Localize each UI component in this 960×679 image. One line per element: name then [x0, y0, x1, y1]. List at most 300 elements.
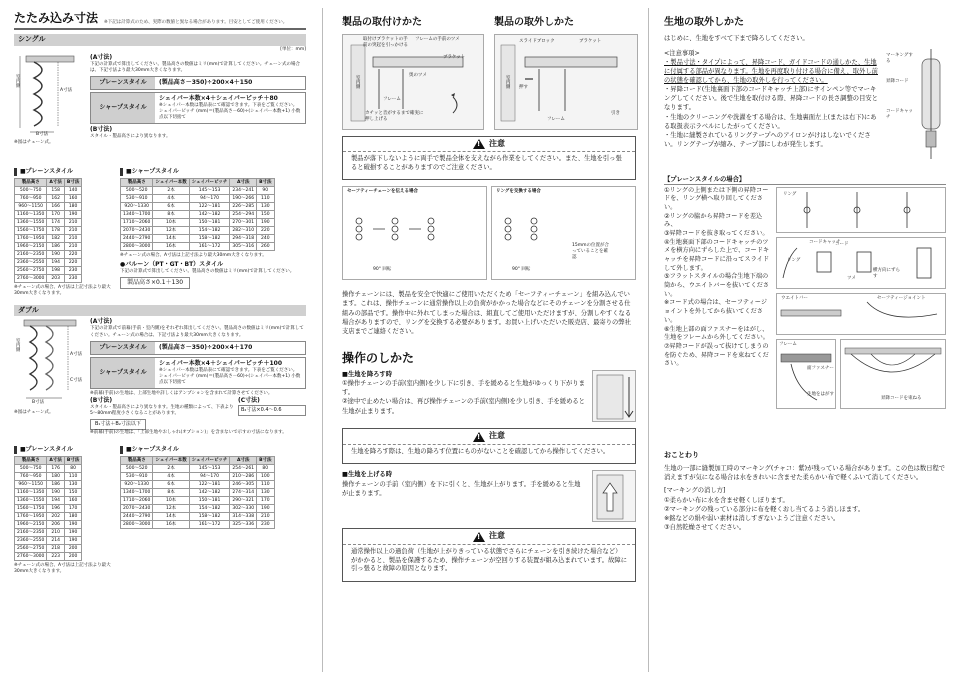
table-cell: 302～330 — [230, 505, 257, 513]
single-plain-table-block — [14, 164, 114, 297]
fig-label: 15mmの位置が合っていることを確認 — [572, 243, 609, 261]
table-cell: 180 — [64, 513, 81, 521]
table-note: ※チェーン式の場合、A寸法は上記寸法より最大30mm大きくなります。 — [14, 563, 111, 575]
table-header-cell: 製品高さ — [15, 457, 47, 465]
table-cell: 90 — [257, 186, 274, 194]
step-item: ⑦昇降コードが誤って抜けてしまうのを防ぐため、昇降コードを束ねてください。 — [664, 342, 769, 368]
table-cell: 100 — [257, 473, 274, 481]
table-header-cell: B寸法 — [64, 178, 81, 186]
fig-label: 奥のツメ — [409, 72, 427, 78]
ring-cord-diagram — [777, 188, 945, 232]
table-cell: 1160～1350 — [15, 489, 47, 497]
fig-label: マーキングする — [886, 52, 913, 64]
operation-title: 操作のしかた — [342, 350, 415, 365]
table-title: ■プレーンスタイル — [14, 168, 114, 176]
fig-label: ブラケット — [579, 38, 602, 44]
table-cell: 2800～3000 — [121, 521, 153, 529]
table-cell: 500～520 — [121, 186, 153, 194]
table-cell: 1760～1950 — [15, 513, 47, 521]
table-cell: 198 — [47, 266, 64, 274]
fig-label: セーフティーチェーンを伝える場合 — [347, 189, 419, 195]
fig-label: 室内側 — [355, 74, 361, 88]
install-title: 製品の取付けかた — [342, 17, 422, 28]
table-cell: 145～153 — [189, 465, 230, 473]
table-row — [15, 234, 82, 242]
table-cell: 210 — [64, 226, 81, 234]
raise-block — [342, 470, 636, 522]
table-cell: 246～305 — [230, 481, 257, 489]
fig-label: リング — [783, 191, 797, 197]
table-cell: 500～750 — [15, 186, 47, 194]
formula-key: プレーンスタイル — [91, 342, 155, 354]
table-cell: 160 — [64, 194, 81, 202]
notes-heading: <注意事項> — [664, 49, 700, 57]
table-header-cell: A寸法 — [47, 457, 64, 465]
table-row — [121, 226, 275, 234]
caution-title: 注意 — [489, 138, 505, 148]
fig-label: コードキャッチ — [809, 239, 841, 245]
table-row — [121, 194, 275, 202]
notes-block — [664, 49, 946, 169]
table-cell: 200 — [64, 545, 81, 553]
a-heading: (A寸法) — [90, 53, 113, 61]
step-item: ⑤フラットスタイルの場合生地下端の筒から、ウエイトバーを抜いてください。 — [664, 273, 770, 298]
table-cell: 14本 — [153, 234, 189, 242]
caution-body: 通常操作以上の過負荷（生地が上がりきっている状態でさらにチェーンを引き続けた場合など）がかかると、製品を保護するため、操作チェーンが空回りする装置が組み込まれています。故障に引っ張ると故障の原因となります。 — [351, 548, 627, 573]
fig-label: フレーム — [547, 116, 565, 122]
table-row — [15, 537, 82, 545]
double-sharp-table — [120, 456, 275, 529]
erase-heading: [マーキングの消し方] — [664, 487, 726, 495]
marking-figure — [886, 49, 946, 169]
fig-label: 押す — [519, 84, 528, 90]
table-cell: 180 — [47, 473, 64, 481]
caution-box — [342, 528, 636, 581]
formula-plain — [90, 76, 306, 90]
table-row — [15, 186, 82, 194]
table-cell: 194 — [47, 258, 64, 266]
step-item: ①リングの上側または下側の昇降コードを、リング横へ取り回してください。 — [664, 186, 769, 212]
table-cell: 180 — [64, 202, 81, 210]
note-item: ・生地のクリーニングや洗濯をする場合は、生地裏面左上(または右下)にある取扱表示ラベルにしたがってください。 — [664, 113, 877, 130]
fig-label: 昇降コードを束ねる — [881, 395, 922, 401]
table-cell: 190 — [64, 529, 81, 537]
table-cell: 4本 — [153, 194, 189, 202]
column-divider — [648, 8, 649, 672]
table-cell: 223 — [47, 553, 64, 561]
formula-plain — [90, 341, 306, 355]
fig-label: スライドブロック — [519, 38, 555, 44]
formula-sub: ※シェイパー本数は製品表にて確認できます。下表をご覧ください。シェイパーピッチ (mm)＝(製品高さ－60)÷(シェイパー本数+1) 小数点以下切捨て — [159, 103, 301, 121]
erase-step: ①柔らかい布に水を含ませ軽くしぼります。 — [664, 496, 789, 504]
care-text: 生地の一部に縫製加工時のマーキング(チャコ：紫)が残っている場合があります。この色は数日程で消えますが気になる場合は水をきれいに含ませた柔らかい布で軽くふいて消してください。 — [664, 465, 946, 482]
table-cell: 530～910 — [121, 473, 153, 481]
unit-label: [単位：mm] — [280, 46, 306, 52]
table-cell: 4本 — [153, 473, 189, 481]
table-cell: 94～170 — [189, 194, 230, 202]
table-cell: 140 — [64, 186, 81, 194]
note-item: ・昇降コード(生地裏面下部のコードキャッチ上部)にサインペン等でマーキングしてください。後で生地を取付ける際、昇降コードの長さ調整の目安となります。 — [664, 86, 878, 112]
safety-chain-figure — [342, 186, 487, 280]
table-cell: 220 — [257, 226, 274, 234]
table-cell: 200 — [64, 553, 81, 561]
table-cell: 1340～1700 — [121, 210, 153, 218]
fig-label: 室内側 — [505, 74, 511, 88]
formula-sharp — [90, 357, 306, 389]
table-cell: 160 — [64, 497, 81, 505]
table-row — [15, 250, 82, 258]
a-note: ※前幕(手前)の生地は、上部生地や詳しくはアンプションを含まれて計算させてください。 — [90, 390, 273, 396]
steps-list — [664, 187, 772, 413]
table-cell: 210 — [47, 529, 64, 537]
table-row — [121, 234, 275, 242]
table-row — [15, 553, 82, 561]
balloon-text: 下記の計算式で算出してください。製品高さの数値はミリ(mm)で計算してください。 — [120, 268, 295, 274]
fig-label: ウエイトバー — [781, 295, 808, 301]
fig-label: 引き — [611, 110, 620, 116]
table-row — [121, 513, 275, 521]
erase-step: ③自然乾燥させてください。 — [664, 523, 746, 531]
table-cell: 182 — [47, 234, 64, 242]
table-cell: 325～336 — [230, 521, 257, 529]
table-cell: 154～182 — [189, 505, 230, 513]
table-cell: 210 — [64, 218, 81, 226]
table-cell: 16本 — [153, 521, 189, 529]
table-cell: 186 — [47, 242, 64, 250]
table-cell: 226～285 — [230, 202, 257, 210]
care-title: おことわり — [664, 450, 699, 459]
fig-label: 昇降コード — [886, 78, 909, 84]
table-cell: 500～520 — [121, 465, 153, 473]
table-row — [121, 218, 275, 226]
double-plain-table — [14, 456, 82, 561]
table-cell: 960～1150 — [15, 202, 47, 210]
balloon-formula: 製品高さ×0.1＋130 — [120, 277, 190, 289]
table-cell: 282～310 — [230, 226, 257, 234]
fig-label: フレーム — [383, 96, 401, 102]
bundle-figure — [840, 339, 946, 409]
fig-label: 室内側 — [15, 338, 21, 352]
double-sharp-table-block — [120, 442, 275, 575]
table-cell: 210～286 — [230, 473, 257, 481]
fig-label: 取付けブラケットの手前の突起を引っかける — [363, 36, 408, 48]
table-cell: 190 — [64, 521, 81, 529]
table-title: ■プレーンスタイル — [14, 446, 114, 454]
caution-title: 注意 — [489, 531, 505, 541]
single-band: シングル — [14, 34, 306, 45]
ring-diagram — [494, 201, 634, 271]
table-cell: 170 — [257, 497, 274, 505]
warning-icon: ! — [473, 532, 485, 542]
section-title: たたみ込み寸法 — [14, 11, 99, 25]
table-cell: 203 — [47, 274, 64, 282]
table-cell: 202 — [47, 513, 64, 521]
table-cell: 190 — [257, 505, 274, 513]
fig-label: 面ファスナー — [807, 365, 834, 371]
table-cell: 2160～2350 — [15, 250, 47, 258]
table-cell: 158～182 — [189, 513, 230, 521]
table-cell: 94～170 — [189, 473, 230, 481]
table-cell: 305～316 — [230, 242, 257, 250]
a-heading: (A寸法) — [90, 318, 113, 326]
table-header-cell: B寸法 — [257, 457, 274, 465]
a-text: 下記の計算式で前幕(手前・室内側)をそれぞれ算出してください。製品高さの数値はミリ(mm)で計算してください。チェーン式の場合は、下記寸法より最大30mm大きくなります。 — [90, 326, 304, 338]
table-row — [15, 489, 82, 497]
plain-style-heading: 【プレーンスタイルの場合】 — [664, 175, 946, 185]
fig-label: 室内側 — [15, 73, 21, 88]
table-cell: 960～1150 — [15, 481, 47, 489]
table-cell: 190 — [64, 210, 81, 218]
table-row — [121, 489, 275, 497]
fig-label: 90° 回転 — [512, 267, 531, 273]
balloon-title: ●バルーン（PT・GT・BT）スタイル — [120, 260, 224, 268]
table-cell: 130 — [257, 489, 274, 497]
table-cell: 14本 — [153, 513, 189, 521]
table-row — [15, 202, 82, 210]
table-cell: 206 — [47, 521, 64, 529]
table-cell: 290～321 — [230, 497, 257, 505]
table-cell: 142～182 — [189, 489, 230, 497]
table-cell: 2070～2430 — [121, 226, 153, 234]
column-divider — [322, 8, 323, 672]
formula-key: プレーンスタイル — [91, 77, 155, 89]
table-cell: 170 — [64, 505, 81, 513]
fig-label: C寸法 — [70, 378, 83, 384]
lower-heading: ■生地を降ろす時 — [342, 371, 393, 379]
install-remove-row — [342, 12, 636, 130]
table-cell: 1560～1750 — [15, 226, 47, 234]
table-row — [121, 505, 275, 513]
table-cell: 130 — [257, 202, 274, 210]
section-header — [14, 10, 306, 30]
table-cell: 122～181 — [189, 202, 230, 210]
table-row — [15, 473, 82, 481]
raise-heading: ■生地を上げる時 — [342, 471, 393, 479]
step-item: ※コード式の場合は、セーフティージョイントを外してから抜いてください。 — [664, 299, 768, 324]
table-cell: 2360～2550 — [15, 537, 47, 545]
table-row — [121, 186, 275, 194]
table-cell: 1710～2060 — [121, 497, 153, 505]
table-cell: 2560～2750 — [15, 266, 47, 274]
table-row — [121, 497, 275, 505]
b-heading: (B寸法) — [90, 397, 113, 404]
table-cell: 2本 — [153, 465, 189, 473]
table-cell: 230 — [64, 266, 81, 274]
b-text: スタイル・製品高さにより異なります。生地の種類によって、下表より5～80mm程度小さくなることがあります。 — [90, 405, 234, 417]
table-cell: 8本 — [153, 489, 189, 497]
removal-title: 生地の取外しかた — [664, 17, 744, 28]
table-cell: 240 — [257, 234, 274, 242]
b-heading: (B寸法) — [90, 126, 113, 134]
table-row — [15, 210, 82, 218]
table-cell: 6本 — [153, 481, 189, 489]
table-cell: 142～182 — [189, 210, 230, 218]
b-formula: B₁寸法＋B₂寸法以下 — [90, 419, 146, 430]
table-cell: 210 — [257, 513, 274, 521]
caution-body: 生地を降ろす際は、生地の降ろす位置にものがないことを確認してから操作してください。 — [351, 447, 610, 455]
table-cell: 12本 — [153, 505, 189, 513]
fig-label: A寸法 — [70, 352, 83, 358]
table-row — [121, 473, 275, 481]
cord-catch-diagram — [777, 238, 945, 288]
double-block — [14, 318, 306, 436]
table-cell: 150～181 — [189, 497, 230, 505]
table-cell: 166 — [47, 202, 64, 210]
frame-figure — [776, 339, 836, 409]
table-cell: 161～172 — [189, 242, 230, 250]
table-cell: 2160～2350 — [15, 529, 47, 537]
c-formula: B₂寸法×0.4～0.6 — [238, 405, 306, 416]
table-cell: 8本 — [153, 210, 189, 218]
formula-sub: ※シェイパー本数は製品表にて確認できます。下表をご覧ください。シェイパーピッチ (mm)＝(製品高さ－60)÷(シェイパー本数+1) 小数点以下切捨て — [159, 367, 301, 385]
table-cell: 274～314 — [230, 489, 257, 497]
table-cell: 6本 — [153, 202, 189, 210]
table-cell: 122～181 — [189, 481, 230, 489]
lower-step: ②途中で止めたい場合は、再び操作チェーンの手前(室内側)を少し引き、手を緩めると生地が止まります。 — [342, 398, 585, 415]
erase-step: ※銘などの絹や弱い素材は消しすぎないようご注意ください。 — [664, 514, 840, 522]
fig-label: 横方向にずらす — [873, 267, 900, 279]
table-cell: 230 — [64, 274, 81, 282]
fabric-removal-column — [652, 0, 960, 679]
table-row — [15, 505, 82, 513]
table-row — [15, 465, 82, 473]
table-row — [15, 481, 82, 489]
steps-block — [664, 187, 946, 413]
table-cell: 2760～3000 — [15, 553, 47, 561]
fig-label: カチッと音がするまで確実に押し上げる — [365, 110, 424, 122]
table-header-cell: A寸法 — [47, 178, 64, 186]
table-cell: 2440～2790 — [121, 513, 153, 521]
remove-title: 製品の取外しかた — [494, 17, 574, 28]
table-row — [121, 521, 275, 529]
table-cell: 190 — [47, 489, 64, 497]
table-row — [15, 529, 82, 537]
removal-intro: はじめに、生地をすべて下まで降ろしてください。 — [664, 34, 809, 42]
note-item: ・生地に縫製されているリングテープへのアイロンがけはしないでください。リングテープが縮み、テープ部にしわが発生します。 — [664, 131, 871, 148]
table-cell: 1360～1550 — [15, 218, 47, 226]
raise-text: 操作チェーンの手前（室内側）を下に引くと、生地が上がります。手を緩めると生地が止まります。 — [342, 480, 581, 497]
table-cell: 16本 — [153, 242, 189, 250]
fig-label: リング — [787, 257, 801, 263]
weight-bar-figure — [776, 293, 946, 335]
table-cell: 220 — [64, 250, 81, 258]
fig-label: B寸法 — [36, 131, 49, 137]
table-cell: 1960～2150 — [15, 521, 47, 529]
table-header-cell: A寸法 — [230, 457, 257, 465]
install-illustration — [342, 34, 484, 130]
table-cell: 214 — [47, 537, 64, 545]
double-plain-table-block — [14, 442, 114, 575]
table-cell: 220 — [64, 258, 81, 266]
step-item: ③昇降コードを抜き取ってください。 — [664, 230, 769, 238]
table-row — [15, 194, 82, 202]
table-cell: 218 — [47, 545, 64, 553]
table-row — [15, 521, 82, 529]
single-sharp-table-block — [120, 164, 294, 297]
table-row — [121, 481, 275, 489]
table-cell: 210 — [64, 234, 81, 242]
lower-block — [342, 370, 636, 422]
formula-sharp — [90, 92, 306, 124]
fig-label: ブラケット — [443, 54, 466, 60]
table-header-cell: B寸法 — [64, 457, 81, 465]
table-cell: 162 — [47, 194, 64, 202]
table-cell: 1960～2150 — [15, 242, 47, 250]
table-cell: 158 — [47, 186, 64, 194]
table-row — [15, 258, 82, 266]
table-cell: 154～182 — [189, 226, 230, 234]
table-header-cell: シェイパーピッチ — [189, 178, 230, 186]
caution-title: 注意 — [489, 431, 505, 441]
fig-label: 90° 回転 — [373, 267, 392, 273]
table-cell: 1360～1550 — [15, 497, 47, 505]
lower-step: ①操作チェーンの手前(室内側)を少し下に引き、手を緩めると生地がゆっくり下がります。 — [342, 380, 585, 397]
single-tables — [14, 164, 306, 297]
table-cell: 270～301 — [230, 218, 257, 226]
table-row — [15, 545, 82, 553]
table-header-cell: シェイパー本数 — [153, 178, 189, 186]
double-fold-figure — [14, 318, 84, 418]
formula-value: (製品高さ－350)÷200×4＋170 — [159, 343, 253, 351]
erase-step: ②マーキングの残っている部分に布を軽くおし当てるよう消しほます。 — [664, 505, 865, 513]
table-cell: 1160～1350 — [15, 210, 47, 218]
single-plain-table — [14, 178, 82, 283]
single-text — [90, 54, 306, 146]
table-cell: 174 — [47, 218, 64, 226]
table-note: ※チェーン式の場合、A寸法は上記寸法より最大30mm大きくなります。 — [120, 252, 267, 258]
install-operation-column — [326, 0, 644, 679]
table-cell: 194 — [47, 497, 64, 505]
fig-label: B寸法 — [32, 400, 45, 406]
table-row — [15, 513, 82, 521]
fig-note: ※図はチェーン式。 — [14, 410, 54, 416]
table-cell: 260 — [257, 242, 274, 250]
table-header-cell: シェイパー本数 — [153, 457, 189, 465]
raise-illustration — [592, 470, 636, 522]
c-heading: (C寸法) — [238, 397, 260, 404]
fig-label: 生地をはがす — [807, 391, 834, 397]
table-cell: 920～1330 — [121, 202, 153, 210]
table-cell: 2440～2790 — [121, 234, 153, 242]
b-note: ※前幕(手前)の生地は、「上部生地やおしゃれ(オプション)」を含まないで示すの寸法になります。 — [90, 429, 287, 435]
table-cell: 2本 — [153, 186, 189, 194]
table-cell: 314～338 — [230, 513, 257, 521]
table-cell: 190 — [47, 250, 64, 258]
table-header-cell: 製品高さ — [121, 178, 153, 186]
note-item: ・製品寸法・タイプによって、昇降コード、ガイドコードの通しかた、生地に付属する部品が異なります。生地を再度取り付ける場合に備え、取外し前の状態を確認してから、生地の取外しを行ってください。 — [664, 58, 878, 84]
fig-label: ツメ — [847, 275, 856, 281]
table-row — [121, 210, 275, 218]
table-cell: 186 — [47, 481, 64, 489]
table-cell: 150～181 — [189, 218, 230, 226]
table-cell: 150 — [257, 210, 274, 218]
table-cell: 210 — [64, 242, 81, 250]
table-cell: 254～294 — [230, 210, 257, 218]
remove-section — [494, 12, 638, 130]
table-cell: 150 — [64, 489, 81, 497]
table-cell: 294～318 — [230, 234, 257, 242]
table-row — [121, 242, 275, 250]
table-cell: 530～910 — [121, 194, 153, 202]
table-cell: 10本 — [153, 497, 189, 505]
safety-chain-figures — [342, 186, 636, 280]
table-cell: 80 — [64, 465, 81, 473]
table-cell: 1560～1750 — [15, 505, 47, 513]
arrow-down-icon — [593, 371, 637, 423]
ring-step-figure — [776, 187, 946, 233]
fig-label: フレームの手前のツメ — [415, 36, 460, 42]
table-cell: 196 — [47, 505, 64, 513]
